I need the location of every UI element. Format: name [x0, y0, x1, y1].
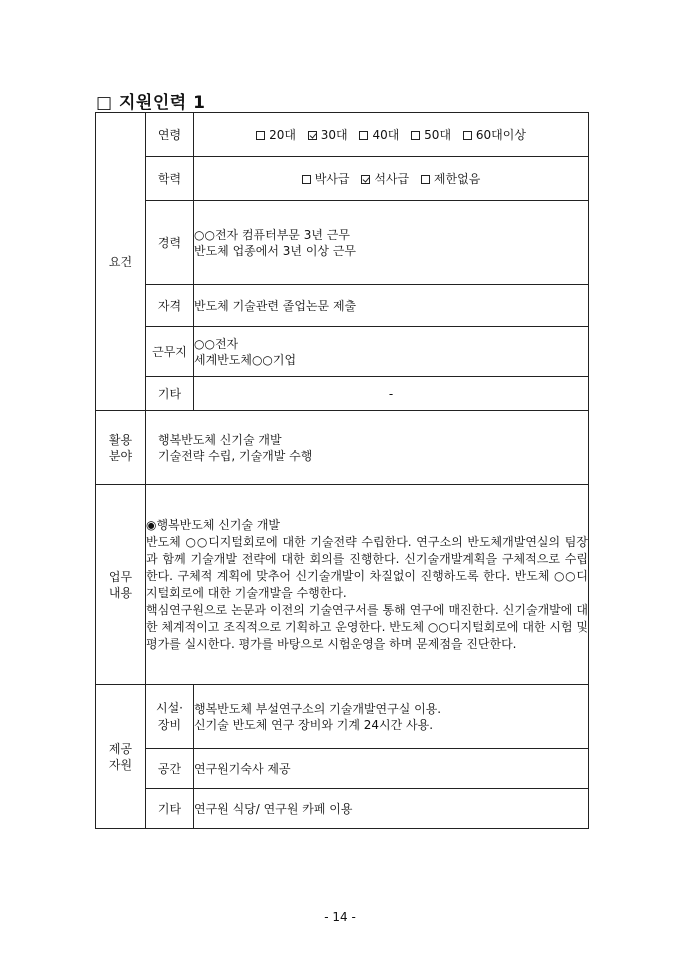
career-value	[194, 201, 589, 285]
age-option[interactable]: 20대	[256, 126, 296, 143]
age-option[interactable]: 30대	[308, 126, 348, 143]
duties-paragraph: 반도체 ○○디지털회로에 대한 기술전략 수립한다. 연구소의 반도체개발연실의 팀장과 함께 기술개발 전략에 대한 회의를 진행한다. 신기술개발계획을 구체적으로 수립한다. 구체적 계획에 맞추어 신기술개발이 차질없이 진행하도록 한다. 반도체 ○○디지털회로에 대한 기술개발을 수행한다.	[146, 534, 588, 600]
support-other-label: 기타	[146, 789, 194, 829]
qualification-value: 반도체 기술관련 졸업논문 제출	[194, 285, 589, 327]
checkbox-icon	[256, 131, 265, 140]
age-option[interactable]: 40대	[359, 126, 399, 143]
education-option[interactable]: 박사급	[302, 170, 350, 187]
workplace-line: 세계반도체○○기업	[194, 352, 297, 367]
support-label: 제공 자원	[96, 685, 146, 829]
facilities-line: 행복반도체 부설연구소의 기술개발연구실 이용.	[194, 701, 442, 716]
career-line: ○○전자 컴퓨터부문 3년 근무	[194, 227, 350, 242]
qualification-label: 자격	[146, 285, 194, 327]
career-label: 경력	[146, 201, 194, 285]
workplace-line: ○○전자	[194, 336, 239, 351]
age-option[interactable]: 60대이상	[463, 126, 526, 143]
facilities-label: 시설· 장비	[146, 685, 194, 749]
education-option[interactable]: 석사급	[361, 170, 409, 187]
support-other-value: 연구원 식당/ 연구원 카페 이용	[194, 789, 589, 829]
education-label: 학력	[146, 157, 194, 201]
age-label: 연령	[146, 113, 194, 157]
page-number: - 14 -	[324, 910, 356, 924]
usage-line: 행복반도체 신기술 개발	[158, 432, 282, 447]
space-label: 공간	[146, 749, 194, 789]
age-options	[194, 113, 589, 157]
facilities-value	[194, 685, 589, 749]
usage-label: 활용 분야	[96, 411, 146, 485]
support-staff-table	[95, 112, 589, 829]
duties-content	[146, 485, 589, 685]
section-heading: □ 지원인력 1	[96, 93, 206, 113]
usage-value	[146, 411, 589, 485]
workplace-label: 근무지	[146, 327, 194, 377]
req-other-label: 기타	[146, 377, 194, 411]
req-other-value: -	[194, 377, 589, 411]
checkbox-icon	[411, 131, 420, 140]
age-option[interactable]: 50대	[411, 126, 451, 143]
duties-paragraph: 핵심연구원으로 논문과 이전의 기술연구서를 통해 연구에 매진한다. 신기술개발에 대한 체계적이고 조직적으로 기획하고 운영한다. 반도체 ○○디지털회로에 대한 시험 및 평가를 실시한다. 평가를 바탕으로 시험운영을 하며 문제점을 진단한다.	[146, 602, 588, 651]
checkbox-icon	[463, 131, 472, 140]
facilities-line: 신기술 반도체 연구 장비와 기계 24시간 사용.	[194, 717, 434, 732]
education-option[interactable]: 제한없음	[421, 170, 480, 187]
checked-checkbox-icon	[361, 175, 370, 184]
requirements-label: 요건	[96, 113, 146, 411]
checkbox-icon	[302, 175, 311, 184]
checkbox-icon	[359, 131, 368, 140]
duties-title: ◉행복반도체 신기술 개발	[146, 517, 281, 532]
checkbox-icon	[421, 175, 430, 184]
education-options	[194, 157, 589, 201]
workplace-value	[194, 327, 589, 377]
usage-line: 기술전략 수립, 기술개발 수행	[158, 448, 313, 463]
duties-label: 업무 내용	[96, 485, 146, 685]
space-value: 연구원기숙사 제공	[194, 749, 589, 789]
career-line: 반도체 업종에서 3년 이상 근무	[194, 243, 356, 258]
checked-checkbox-icon	[308, 131, 317, 140]
